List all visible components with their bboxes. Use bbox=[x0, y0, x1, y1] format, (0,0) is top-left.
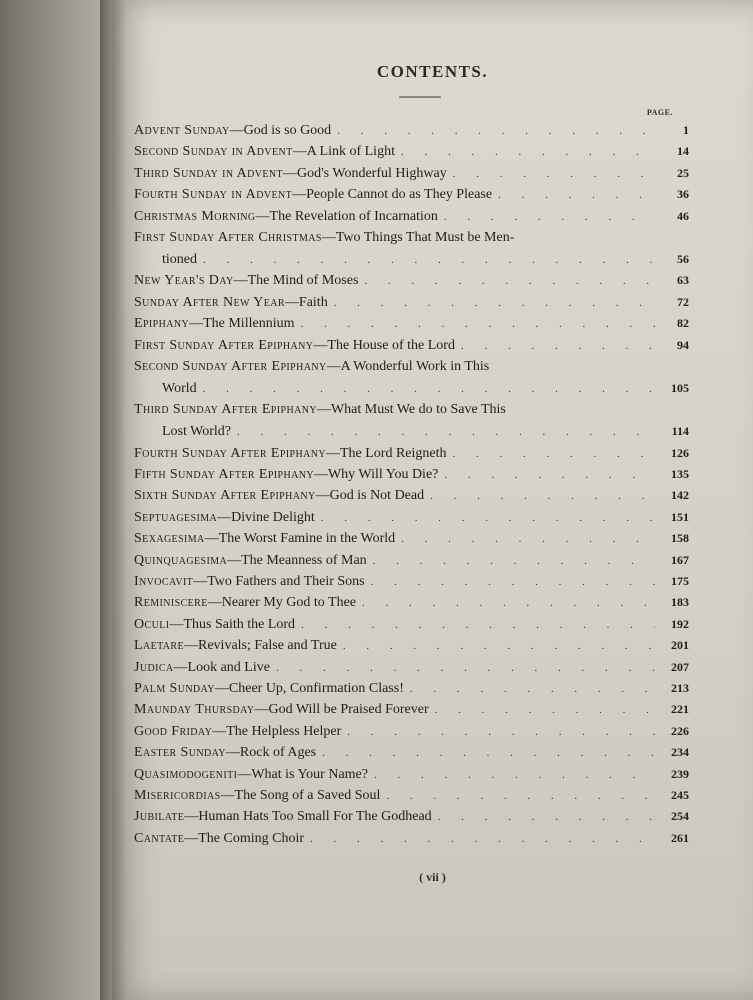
toc-entry-continuation-line bbox=[134, 421, 689, 442]
toc-entry bbox=[134, 635, 689, 656]
toc-entry-line bbox=[134, 120, 689, 141]
em-dash-separator: — bbox=[217, 509, 232, 525]
dot-leader bbox=[343, 636, 655, 657]
toc-entry-sunday: Fourth Sunday After Epiphany bbox=[134, 445, 326, 461]
toc-entry-page-number: 221 bbox=[671, 702, 689, 717]
toc-entry-title: The Millennium bbox=[203, 316, 295, 332]
toc-entry-label bbox=[134, 356, 489, 377]
toc-entry bbox=[134, 335, 689, 356]
toc-entry-sunday: Quasimodogeniti bbox=[134, 766, 238, 782]
toc-entry-page-number: 135 bbox=[671, 467, 689, 482]
dot-leader bbox=[276, 658, 655, 679]
toc-entry-title: Look and Live bbox=[187, 659, 270, 675]
toc-entry-page-number: 245 bbox=[671, 787, 689, 802]
dot-leader bbox=[301, 615, 655, 636]
dot-leader bbox=[203, 379, 655, 400]
toc-entry bbox=[134, 678, 689, 699]
toc-entry-page-number: 213 bbox=[671, 680, 689, 695]
toc-entry bbox=[134, 507, 689, 528]
dot-leader bbox=[453, 164, 655, 185]
toc-entry-line bbox=[134, 163, 689, 184]
toc-entry-title: God is so Good bbox=[243, 123, 332, 138]
toc-entry-sunday: First Sunday After Christmas bbox=[134, 229, 322, 245]
toc-entry-sunday: Reminiscere bbox=[134, 595, 208, 611]
toc-entry-title: The Mind of Moses bbox=[247, 273, 359, 289]
em-dash-separator: — bbox=[237, 766, 252, 782]
dot-leader bbox=[371, 572, 655, 593]
toc-entry-page-number: 46 bbox=[677, 208, 689, 223]
dot-leader bbox=[321, 508, 655, 529]
toc-entry-line bbox=[134, 764, 689, 785]
em-dash-separator: — bbox=[225, 745, 240, 761]
book-gutter-shadow bbox=[100, 0, 126, 1000]
toc-entry-page-number: 158 bbox=[671, 531, 689, 546]
toc-entry-sunday: Sunday After New Year bbox=[134, 294, 285, 310]
toc-entry-label bbox=[134, 657, 270, 678]
toc-entry-sunday: Cantate bbox=[134, 830, 185, 846]
dot-leader bbox=[334, 293, 655, 314]
toc-entry bbox=[134, 141, 689, 162]
toc-entry-page-number: 105 bbox=[671, 380, 689, 395]
toc-entry bbox=[134, 828, 689, 849]
dot-leader bbox=[430, 486, 655, 507]
toc-entry-page-number: 183 bbox=[671, 595, 689, 610]
toc-entry-line bbox=[134, 742, 689, 763]
toc-entry-page-number: 56 bbox=[677, 251, 689, 266]
toc-entry-title: The Lord Reigneth bbox=[339, 445, 447, 461]
toc-entry-label bbox=[134, 227, 514, 248]
toc-entry-page-number: 201 bbox=[671, 638, 689, 653]
page-folio: ( vii ) bbox=[419, 870, 446, 884]
em-dash-separator: — bbox=[220, 787, 235, 803]
em-dash-separator: — bbox=[207, 595, 222, 611]
toc-entry-sunday: Sexagesima bbox=[134, 531, 205, 547]
dot-leader bbox=[401, 529, 655, 550]
toc-entry-sunday: Misericordias bbox=[134, 787, 221, 803]
title-ornament-rule bbox=[399, 96, 441, 98]
toc-entry-line bbox=[134, 206, 689, 227]
dot-leader bbox=[453, 444, 655, 465]
dot-leader bbox=[347, 722, 655, 743]
toc-entry-label bbox=[134, 184, 492, 205]
toc-entry bbox=[134, 292, 689, 313]
toc-entry bbox=[134, 657, 689, 678]
toc-entry-page-number: 14 bbox=[677, 144, 689, 159]
toc-entry-sunday: Quinquagesima bbox=[134, 552, 228, 568]
toc-entry-title: The Revelation of Incarnation bbox=[269, 208, 438, 224]
table-of-contents bbox=[134, 120, 689, 849]
dot-leader bbox=[364, 271, 655, 292]
toc-entry bbox=[134, 764, 689, 785]
toc-entry-continuation-line bbox=[134, 249, 689, 270]
toc-entry-label bbox=[134, 292, 328, 313]
toc-entry-label bbox=[134, 163, 447, 184]
toc-entry-page-number: 151 bbox=[671, 509, 689, 524]
toc-entry-title: God is Not Dead bbox=[329, 488, 425, 504]
toc-entry-sunday: Third Sunday After Epiphany bbox=[134, 402, 317, 418]
em-dash-separator: — bbox=[227, 552, 242, 568]
toc-entry-page-number: 167 bbox=[671, 552, 689, 567]
toc-entry-label bbox=[134, 528, 395, 549]
em-dash-separator: — bbox=[292, 187, 307, 203]
dot-leader bbox=[444, 207, 655, 228]
toc-entry-title: What Must We do to Save This bbox=[330, 402, 506, 418]
em-dash-separator: — bbox=[193, 574, 208, 590]
em-dash-separator: — bbox=[184, 830, 199, 846]
toc-entry-page-number: 126 bbox=[671, 445, 689, 460]
toc-entry bbox=[134, 184, 689, 205]
toc-entry bbox=[134, 206, 689, 227]
toc-entry-sunday: Judica bbox=[134, 659, 174, 675]
toc-entry-title: Revivals; False and True bbox=[198, 638, 337, 654]
em-dash-separator: — bbox=[284, 294, 299, 310]
toc-entry-line bbox=[134, 806, 689, 827]
toc-entry-label bbox=[134, 635, 337, 656]
toc-entry-label bbox=[134, 828, 304, 849]
toc-entry-label bbox=[134, 764, 368, 785]
toc-entry-title: Cheer Up, Confirmation Class! bbox=[228, 680, 404, 696]
toc-entry-sunday: Palm Sunday bbox=[134, 680, 215, 696]
toc-entry-line bbox=[134, 335, 689, 356]
toc-entry-title-continuation: Lost World? bbox=[162, 424, 231, 440]
toc-entry-line bbox=[134, 270, 689, 291]
dot-leader bbox=[461, 336, 655, 357]
dot-leader bbox=[386, 786, 655, 807]
toc-entry-label bbox=[134, 592, 356, 613]
em-dash-separator: — bbox=[169, 616, 184, 632]
dot-leader bbox=[237, 422, 655, 443]
toc-entry bbox=[134, 443, 689, 464]
toc-entry-title: Thus Saith the Lord bbox=[183, 616, 296, 632]
em-dash-separator: — bbox=[189, 316, 204, 332]
toc-entry-page-number: 82 bbox=[677, 316, 689, 331]
toc-entry-page-number: 142 bbox=[671, 488, 689, 503]
toc-entry-title: Two Fathers and Their Sons bbox=[207, 574, 365, 590]
em-dash-separator: — bbox=[321, 229, 336, 245]
em-dash-separator: — bbox=[283, 165, 298, 181]
toc-entry-title: Two Things That Must be Men- bbox=[335, 229, 515, 245]
dot-leader bbox=[310, 829, 655, 850]
toc-entry-line bbox=[134, 443, 689, 464]
toc-entry-page-number: 63 bbox=[677, 273, 689, 288]
toc-entry-label bbox=[134, 464, 438, 485]
toc-entry-label bbox=[134, 206, 438, 227]
toc-entry-line bbox=[134, 464, 689, 485]
toc-entry bbox=[134, 163, 689, 184]
toc-entry-title: Nearer My God to Thee bbox=[221, 595, 357, 611]
toc-entry-line bbox=[134, 141, 689, 162]
em-dash-separator: — bbox=[184, 809, 199, 825]
toc-entry-label bbox=[134, 699, 429, 720]
em-dash-separator: — bbox=[184, 638, 198, 654]
toc-entry-label bbox=[134, 507, 315, 528]
toc-entry-line bbox=[134, 592, 689, 613]
toc-entry-line bbox=[134, 614, 689, 635]
toc-entry bbox=[134, 742, 689, 763]
page-title: CONTENTS. bbox=[376, 62, 489, 81]
toc-entry-label bbox=[134, 806, 432, 827]
toc-entry bbox=[134, 399, 689, 442]
toc-entry bbox=[134, 550, 689, 571]
toc-entry-title: God Will be Praised Forever bbox=[268, 702, 429, 718]
dot-leader bbox=[435, 700, 655, 721]
toc-entry-label bbox=[134, 485, 424, 506]
toc-entry-page-number: 207 bbox=[671, 659, 689, 674]
toc-entry-title-continuation: tioned bbox=[162, 251, 197, 267]
toc-entry-line bbox=[134, 571, 689, 592]
toc-entry-sunday: Epiphany bbox=[134, 316, 190, 332]
toc-entry bbox=[134, 785, 689, 806]
toc-entry-title-continuation: World bbox=[162, 380, 197, 396]
dot-leader bbox=[337, 121, 655, 142]
em-dash-separator: — bbox=[255, 208, 270, 224]
toc-entry-line bbox=[134, 550, 689, 571]
toc-entry-page-number: 261 bbox=[671, 830, 689, 845]
dot-leader bbox=[401, 142, 655, 163]
toc-entry-line bbox=[134, 635, 689, 656]
toc-entry bbox=[134, 313, 689, 334]
toc-entry-label bbox=[134, 678, 404, 699]
toc-entry-sunday: Jubilate bbox=[134, 809, 185, 825]
toc-entry-title: The Meanness of Man bbox=[241, 552, 367, 568]
toc-entry-label bbox=[134, 721, 341, 742]
toc-entry-page-number: 234 bbox=[671, 745, 689, 760]
em-dash-separator: — bbox=[233, 273, 248, 289]
toc-entry bbox=[134, 614, 689, 635]
toc-entry bbox=[134, 485, 689, 506]
toc-entry-page-number: 226 bbox=[671, 723, 689, 738]
dot-leader bbox=[300, 314, 655, 335]
toc-entry-sunday: First Sunday After Epiphany bbox=[134, 337, 314, 353]
toc-entry-continuation-line bbox=[134, 378, 689, 399]
toc-entry-title: The Song of a Saved Soul bbox=[234, 787, 381, 803]
dot-leader bbox=[444, 465, 655, 486]
toc-entry-sunday: Maunday Thursday bbox=[134, 702, 255, 718]
toc-entry-sunday: Good Friday bbox=[134, 723, 213, 739]
toc-entry-line bbox=[134, 292, 689, 313]
toc-entry-sunday: Sixth Sunday After Epiphany bbox=[134, 488, 316, 504]
toc-entry-title: A Link of Light bbox=[306, 144, 395, 160]
toc-entry-sunday: Fifth Sunday After Epiphany bbox=[134, 467, 314, 483]
em-dash-separator: — bbox=[313, 467, 328, 483]
toc-entry-line bbox=[134, 507, 689, 528]
toc-entry-label bbox=[134, 120, 331, 141]
em-dash-separator: — bbox=[316, 402, 331, 418]
toc-entry bbox=[134, 270, 689, 291]
toc-entry-sunday: Second Sunday in Advent bbox=[134, 144, 293, 160]
toc-entry bbox=[134, 806, 689, 827]
toc-entry bbox=[134, 721, 689, 742]
dot-leader bbox=[203, 250, 655, 271]
toc-entry-page-number: 25 bbox=[677, 165, 689, 180]
toc-entry-sunday: Third Sunday in Advent bbox=[134, 165, 284, 181]
toc-entry-label bbox=[134, 614, 295, 635]
toc-entry-line bbox=[134, 785, 689, 806]
em-dash-separator: — bbox=[313, 337, 328, 353]
toc-entry-label bbox=[134, 270, 358, 291]
toc-entry-title: People Cannot do as They Please bbox=[306, 187, 493, 203]
toc-entry-title: Faith bbox=[298, 294, 328, 310]
page-column-label: PAGE. bbox=[646, 108, 673, 117]
toc-entry bbox=[134, 528, 689, 549]
toc-entry-title: God's Wonderful Highway bbox=[297, 165, 447, 181]
toc-entry-label bbox=[134, 550, 367, 571]
em-dash-separator: — bbox=[325, 445, 340, 461]
toc-entry-line bbox=[134, 678, 689, 699]
toc-entry-page-number: 239 bbox=[671, 766, 689, 781]
toc-entry bbox=[134, 356, 689, 399]
em-dash-separator: — bbox=[315, 488, 330, 504]
toc-entry-page-number: 175 bbox=[671, 574, 689, 589]
em-dash-separator: — bbox=[204, 531, 219, 547]
toc-entry-page-number: 94 bbox=[677, 337, 689, 352]
toc-entry-title: What is Your Name? bbox=[251, 766, 368, 782]
toc-entry bbox=[134, 699, 689, 720]
toc-entry-label bbox=[134, 571, 365, 592]
toc-entry-line bbox=[134, 657, 689, 678]
toc-entry-title: The Helpless Helper bbox=[226, 723, 342, 739]
toc-entry-title: Why Will You Die? bbox=[327, 467, 439, 483]
toc-entry-sunday: Christmas Morning bbox=[134, 208, 256, 224]
toc-entry-title: The Worst Famine in the World bbox=[218, 531, 396, 547]
toc-entry-sunday: Oculi bbox=[134, 616, 170, 632]
toc-entry-line bbox=[134, 313, 689, 334]
toc-entry-line bbox=[134, 828, 689, 849]
dot-leader bbox=[374, 765, 655, 786]
toc-entry-title: The Coming Choir bbox=[198, 830, 305, 846]
dot-leader bbox=[438, 807, 655, 828]
toc-entry-sunday: Second Sunday After Epiphany bbox=[134, 358, 327, 374]
toc-entry-page-number: 1 bbox=[683, 123, 689, 137]
toc-entry-label bbox=[134, 399, 506, 420]
toc-entry bbox=[134, 592, 689, 613]
em-dash-separator: — bbox=[214, 680, 229, 696]
book-page bbox=[112, 0, 753, 1000]
toc-entry-page-number: 192 bbox=[671, 616, 689, 631]
toc-entry-line bbox=[134, 184, 689, 205]
toc-entry bbox=[134, 227, 689, 270]
toc-entry-label bbox=[134, 785, 380, 806]
toc-entry bbox=[134, 120, 689, 141]
toc-entry bbox=[134, 571, 689, 592]
toc-entry bbox=[134, 464, 689, 485]
toc-entry-sunday: New Year's Day bbox=[134, 273, 234, 289]
toc-entry-sunday: Laetare bbox=[134, 638, 184, 654]
toc-entry-label bbox=[134, 443, 447, 464]
toc-entry-title: Rock of Ages bbox=[239, 745, 317, 761]
toc-entry-sunday: Advent Sunday bbox=[134, 123, 230, 138]
toc-entry-line bbox=[134, 528, 689, 549]
toc-entry-line bbox=[134, 485, 689, 506]
toc-entry-page-number: 72 bbox=[677, 294, 689, 309]
dot-leader bbox=[410, 679, 655, 700]
toc-entry-title: A Wonderful Work in This bbox=[340, 358, 490, 374]
toc-entry-label bbox=[134, 335, 455, 356]
toc-entry-sunday: Fourth Sunday in Advent bbox=[134, 187, 293, 203]
toc-entry-sunday: Easter Sunday bbox=[134, 745, 226, 761]
toc-entry-label bbox=[134, 742, 316, 763]
em-dash-separator: — bbox=[326, 358, 341, 374]
dot-leader bbox=[373, 551, 655, 572]
toc-entry-page-number: 36 bbox=[677, 187, 689, 202]
toc-entry-sunday: Septuagesima bbox=[134, 509, 218, 525]
toc-entry-line bbox=[134, 699, 689, 720]
toc-entry-title: Human Hats Too Small For The Godhead bbox=[198, 809, 432, 825]
toc-entry-sunday: Invocavit bbox=[134, 574, 194, 590]
toc-entry-page-number: 114 bbox=[671, 424, 689, 439]
dot-leader bbox=[322, 743, 655, 764]
dot-leader bbox=[498, 185, 655, 206]
toc-entry-page-number: 254 bbox=[671, 809, 689, 824]
toc-entry-title: The House of the Lord bbox=[327, 337, 455, 353]
em-dash-separator: — bbox=[292, 144, 307, 160]
toc-entry-title: Divine Delight bbox=[231, 509, 315, 525]
em-dash-separator: — bbox=[212, 723, 227, 739]
toc-entry-line bbox=[134, 721, 689, 742]
em-dash-separator: — bbox=[173, 659, 188, 675]
toc-entry-label bbox=[134, 141, 395, 162]
dot-leader bbox=[362, 593, 655, 614]
em-dash-separator: — bbox=[229, 123, 244, 138]
toc-entry-label bbox=[134, 313, 294, 334]
toc-entry-line bbox=[134, 399, 689, 421]
toc-entry-line bbox=[134, 356, 689, 378]
toc-entry-line bbox=[134, 227, 689, 249]
em-dash-separator: — bbox=[254, 702, 269, 718]
